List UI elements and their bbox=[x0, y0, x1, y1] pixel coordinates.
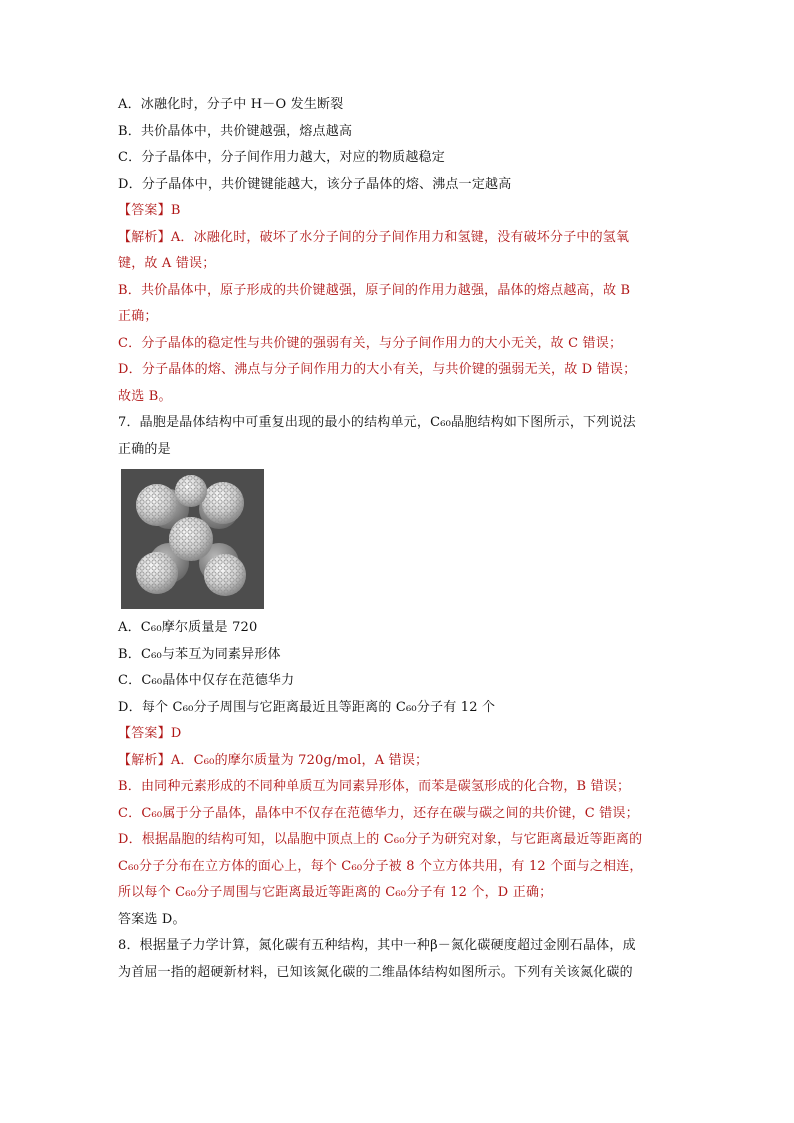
c60-unit-cell-image bbox=[121, 469, 264, 609]
q6-analysis-line-4: 正确； bbox=[118, 309, 158, 324]
q6-option-d: D．分子晶体中，共价键键能越大，该分子晶体的熔、沸点一定越高 bbox=[118, 176, 512, 192]
q7-stem-line-1: 7．晶胞是晶体结构中可重复出现的最小的结构单元，C₆₀晶胞结构如下图所示，下列说法 bbox=[118, 415, 636, 430]
q7-option-d: D．每个 C₆₀分子周围与它距离最近且等距离的 C₆₀分子有 12 个 bbox=[118, 699, 496, 715]
q7-analysis-line-1 bbox=[118, 748, 678, 775]
q7-answer-label: 【答案】 bbox=[118, 726, 171, 741]
q6-answer bbox=[118, 198, 678, 225]
q7-option-c: C．C₆₀晶体中仅存在范德华力 bbox=[118, 673, 295, 688]
q6-option-a: A．冰融化时，分子中 H－O 发生断裂 bbox=[118, 97, 344, 112]
q6-analysis-line-5: C．分子晶体的稳定性与共价键的强弱有关，与分子间作用力的大小无关，故 C 错误； bbox=[118, 335, 623, 351]
q6-option-c: C．分子晶体中，分子间作用力越大，对应的物质越稳定 bbox=[118, 150, 445, 165]
q7-option-b: B．C₆₀与苯互为同素异形体 bbox=[118, 646, 281, 662]
q6-analysis-line-1 bbox=[118, 225, 678, 252]
q6-analysis-line-6: D．分子晶体的熔、沸点与分子间作用力的大小有关，与共价键的强弱无关，故 D 错误； bbox=[118, 362, 637, 377]
q7-analysis-line-4: D．根据晶胞的结构可知，以晶胞中顶点上的 C₆₀分子为研究对象，与它距离最近等距离的 bbox=[118, 832, 643, 847]
q8-stem-line-2: 为首屈一指的超硬新材料，已知该氮化碳的二维晶体结构如图所示。下列有关该氮化碳的 bbox=[118, 964, 633, 980]
q7-analysis-line-6: 所以每个 C₆₀分子周围与它距离最近等距离的 C₆₀分子有 12 个，D 正确； bbox=[118, 885, 553, 900]
q7-analysis-line-2: B．由同种元素形成的不同种单质互为同素异形体，而苯是碳氢形成的化合物，B 错误； bbox=[118, 779, 631, 794]
q6-analysis-line-3: B．共价晶体中，原子形成的共价键越强，原子间的作用力越强，晶体的熔点越高，故 B bbox=[118, 282, 631, 298]
q7-answer-value: D bbox=[170, 726, 182, 741]
q6-analysis-text-1: A．冰融化时，破坏了水分子间的分子间作用力和氢键，没有破坏分子中的氢氧 bbox=[170, 229, 630, 245]
document-page bbox=[118, 92, 678, 986]
q7-analysis-line-5: C₆₀分子分布在立方体的面心上，每个 C₆₀分子被 8 个立方体共用，有 12 个面与之相连， bbox=[118, 858, 643, 874]
q8-stem-line-1: 8．根据量子力学计算，氮化碳有五种结构，其中一种β－氮化碳硬度超过金刚石晶体，成 bbox=[118, 938, 636, 953]
q7-analysis-line-3: C．C₆₀属于分子晶体，晶体中不仅存在范德华力，还存在碳与碳之间的共价键，C 错误； bbox=[118, 805, 639, 821]
q7-analysis-text-1: A．C₆₀的摩尔质量为 720g/mol，A 错误； bbox=[170, 752, 429, 768]
q7-analysis-line-7: 答案选 D。 bbox=[118, 911, 186, 927]
c60-unit-cell-figure bbox=[121, 469, 264, 609]
q7-answer bbox=[118, 721, 678, 748]
q6-analysis-line-7: 故选 B。 bbox=[118, 388, 172, 404]
q6-answer-label: 【答案】 bbox=[118, 203, 171, 218]
q6-analysis-line-2: 键，故 A 错误； bbox=[118, 256, 216, 271]
q7-option-a: A．C₆₀摩尔质量是 720 bbox=[118, 620, 258, 635]
q7-analysis-label: 【解析】 bbox=[118, 752, 171, 768]
q6-analysis-label: 【解析】 bbox=[118, 229, 171, 245]
q7-stem-line-2: 正确的是 bbox=[118, 441, 171, 457]
q6-option-b: B．共价晶体中，共价键越强，熔点越高 bbox=[118, 123, 353, 139]
q6-answer-value: B bbox=[170, 203, 181, 218]
